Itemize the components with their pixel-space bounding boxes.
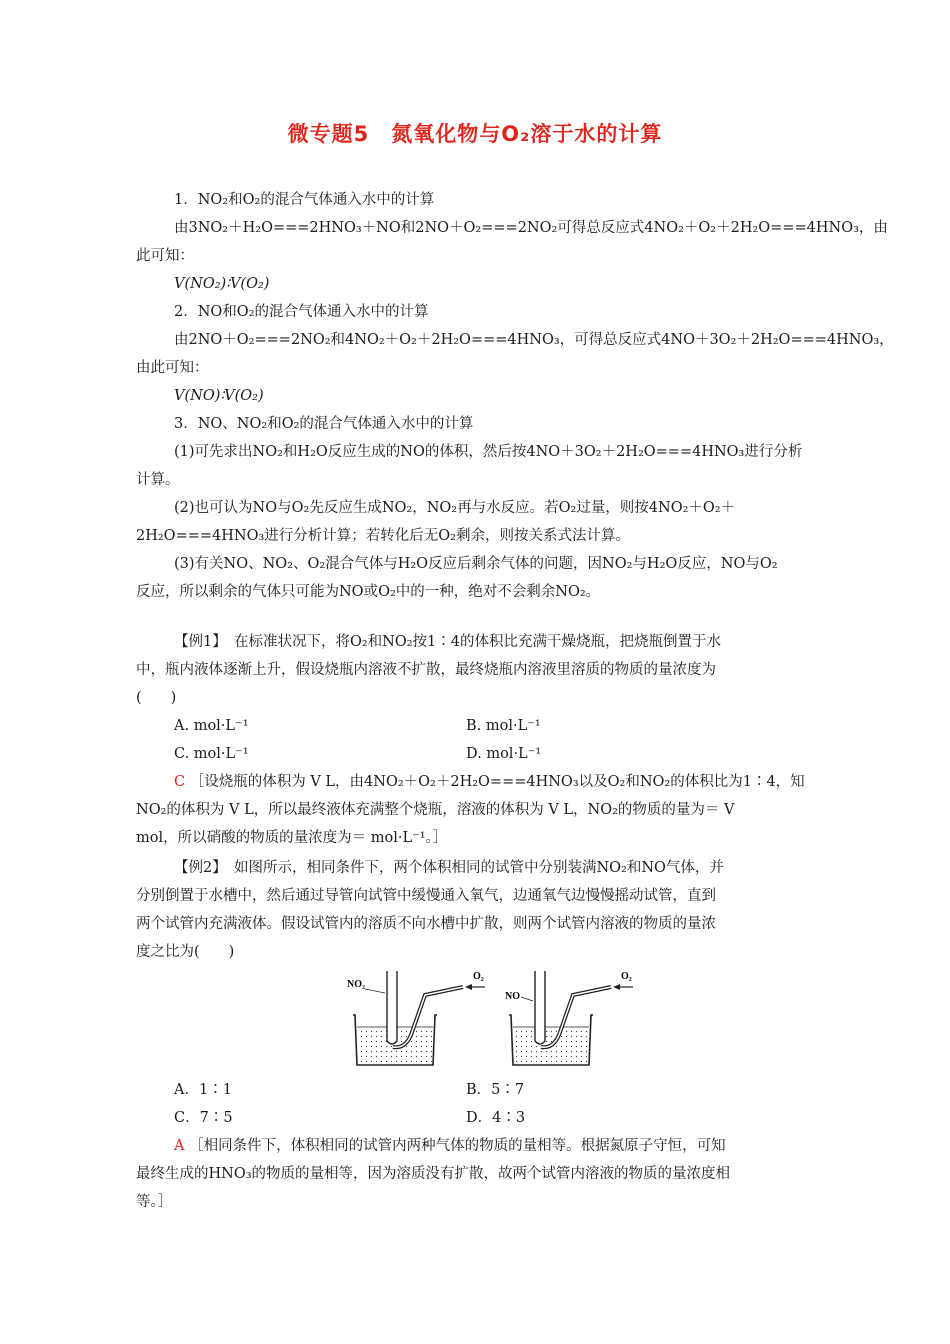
- example-1-question: ( ): [136, 690, 177, 706]
- example-2-explanation: 最终生成的HNO₃的物质的量相等，因为溶质没有扩散，故两个试管内溶液的物质的量浓度相: [136, 1166, 731, 1182]
- example-2-option-b: B．5∶7: [466, 1082, 525, 1098]
- example-1-option-a: A. mol·L⁻¹: [174, 718, 249, 734]
- example-1-explanation-text: ［设烧瓶的体积为 V L，由4NO₂＋O₂＋2H₂O===4HNO₃以及O₂和NO₂的体积比为1∶4，知: [189, 774, 805, 790]
- right-apparatus: [505, 971, 633, 1065]
- apparatus-diagram: [345, 965, 645, 1070]
- example-1-question: 中，瓶内液体逐渐上升，假设烧瓶内溶液不扩散，最终烧瓶内溶液里溶质的物质的量浓度为: [136, 662, 716, 678]
- section-3-point: 2H₂O===4HNO₃进行分析计算；若转化后无O₂剩余，则按关系式法计算。: [136, 528, 630, 544]
- section-3-point: (2)也可认为NO与O₂先反应生成NO₂，NO₂再与水反应。若O₂过量，则按4NO₂＋O₂＋: [174, 500, 736, 516]
- section-2-text: 由2NO＋O₂===2NO₂和4NO₂＋O₂＋2H₂O===4HNO₃，可得总反应式4NO＋3O₂＋2H₂O===4HNO₃，: [174, 332, 894, 348]
- right-gas-label: NO: [505, 991, 520, 1002]
- example-2-explanation: [174, 1136, 816, 1156]
- example-1-option-c: C. mol·L⁻¹: [174, 746, 249, 762]
- section-2-heading: 2．NO和O₂的混合气体通入水中的计算: [174, 304, 429, 320]
- example-1-explanation: NO₂的体积为 V L，所以最终液体充满整个烧瓶，溶液的体积为 V L，NO₂的物质的量为＝ V: [136, 802, 735, 818]
- section-3-heading: 3．NO、NO₂和O₂的混合气体通入水中的计算: [174, 416, 474, 432]
- test-tube-figure: [345, 965, 645, 1070]
- example-2-question: 分别倒置于水槽中，然后通过导管向试管中缓慢通入氧气，边通氧气边慢慢摇动试管，直到: [136, 888, 716, 904]
- section-1-heading: 1．NO₂和O₂的混合气体通入水中的计算: [174, 192, 435, 208]
- section-1-text: 由3NO₂＋H₂O===2HNO₃＋NO和2NO＋O₂===2NO₂可得总反应式4NO₂＋O₂＋2H₂O===4HNO₃，由: [174, 220, 888, 236]
- example-2-answer: A: [174, 1138, 185, 1154]
- example-1-explanation: [174, 772, 816, 792]
- example-2-question: 度之比为( ): [136, 944, 235, 960]
- section-2-ratio: V(NO)∶V(O₂): [174, 388, 264, 404]
- section-3-point: 计算。: [136, 472, 180, 488]
- example-1-question: 【例1】 在标准状况下，将O₂和NO₂按1∶4的体积比充满干燥烧瓶，把烧瓶倒置于水: [174, 634, 722, 650]
- example-2-explanation: 等。］: [136, 1194, 173, 1210]
- example-1-option-d: D. mol·L⁻¹: [466, 746, 542, 762]
- section-1-text: 此可知：: [136, 248, 194, 264]
- example-2-explanation-text: ［相同条件下，体积相同的试管内两种气体的物质的量相等。根据氮原子守恒，可知: [189, 1138, 726, 1154]
- example-2-question: 两个试管内充满液体。假设试管内的溶质不向水槽中扩散，则两个试管内溶液的物质的量浓: [136, 916, 716, 932]
- example-1-answer: C: [174, 774, 186, 790]
- example-2-option-a: A．1∶1: [174, 1082, 232, 1098]
- example-1-option-b: B. mol·L⁻¹: [466, 718, 541, 734]
- section-2-text: 由此可知：: [136, 360, 209, 376]
- left-gas-label: NO₂: [347, 979, 365, 990]
- example-1-explanation: mol，所以硝酸的物质的量浓度为＝ mol·L⁻¹。］: [136, 830, 448, 846]
- right-oxygen-label: O₂: [621, 971, 632, 982]
- left-oxygen-label: O₂: [473, 971, 484, 982]
- left-apparatus: [347, 971, 485, 1065]
- section-3-point: (3)有关NO、NO₂、O₂混合气体与H₂O反应后剩余气体的问题，因NO₂与H₂O反应，NO与O₂: [174, 556, 778, 572]
- right-test-tube: [535, 971, 545, 1044]
- example-2-question: 【例2】 如图所示，相同条件下，两个体积相同的试管中分别装满NO₂和NO气体，并: [174, 860, 724, 876]
- example-2-option-d: D．4∶3: [466, 1110, 526, 1126]
- section-3-point: (1)可先求出NO₂和H₂O反应生成的NO的体积，然后按4NO＋3O₂＋2H₂O===4HNO₃进行分析: [174, 444, 803, 460]
- left-test-tube: [387, 971, 397, 1044]
- page-title: 微专题5 氮氧化物与O₂溶于水的计算: [287, 122, 663, 146]
- example-2-option-c: C．7∶5: [174, 1110, 233, 1126]
- section-1-ratio: V(NO₂)∶V(O₂): [174, 276, 270, 292]
- section-3-point: 反应，所以剩余的气体只可能为NO或O₂中的一种，绝对不会剩余NO₂。: [136, 584, 601, 600]
